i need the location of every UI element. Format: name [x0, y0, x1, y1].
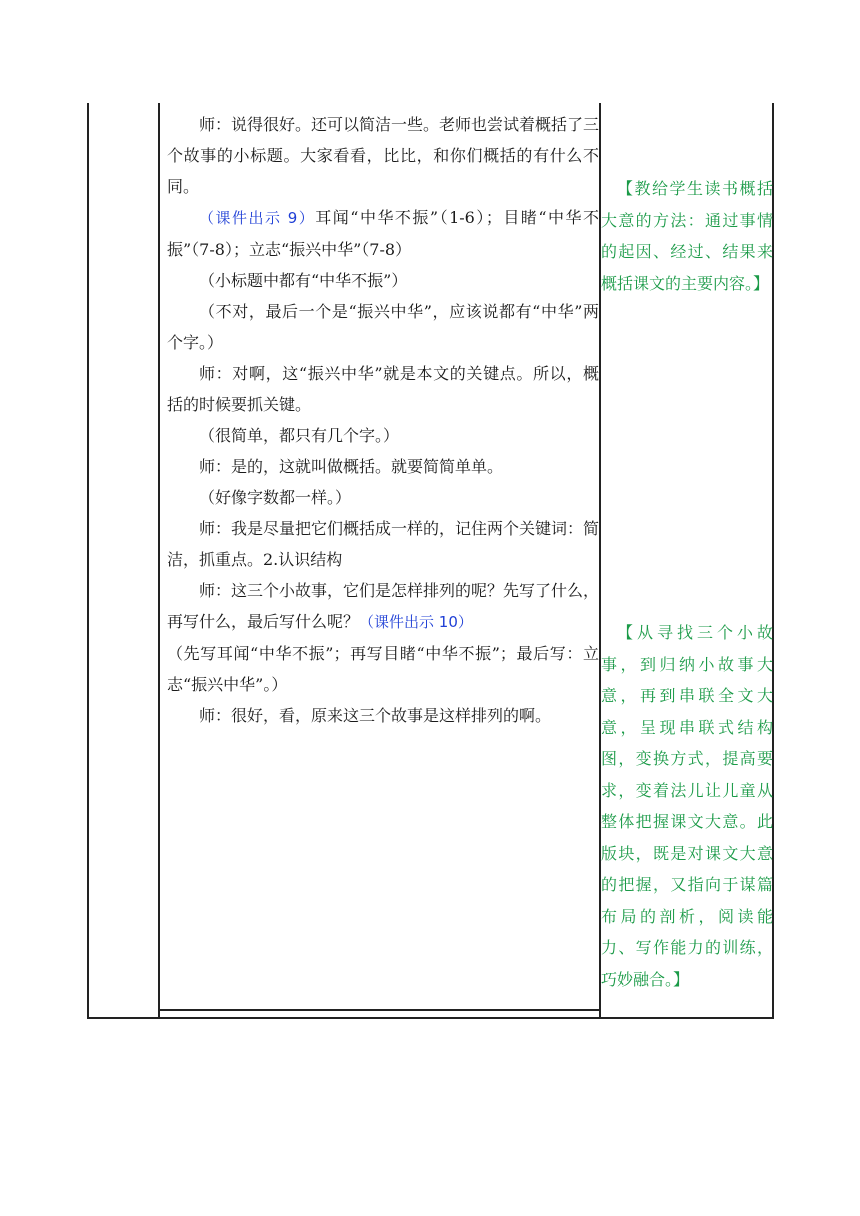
paragraph-2	[167, 202, 599, 265]
paragraph-9: 师：我是尽量把它们概括成一样的，记住两个关键词：简洁，抓重点。2.认识结构	[167, 519, 600, 569]
courseware-link-9[interactable]: （课件出示 9）	[199, 209, 316, 227]
design-note-1	[601, 173, 773, 299]
design-note-2	[601, 617, 773, 995]
lesson-table	[87, 103, 774, 1019]
design-note-1-text: 【教给学生读书概括大意的方法：通过事情的起因、经过、结果来概括课文的主要内容。】	[601, 179, 773, 293]
courseware-link-10[interactable]: （课件出示 10）	[359, 613, 473, 631]
paragraph-4: （不对，最后一个是“振兴中华”，应该说都有“中华”两个字。）	[167, 302, 599, 352]
paragraph-1: 师：说得很好。还可以简洁一些。老师也尝试着概括了三个故事的小标题。大家看看，比比，和你们概括的有什么不同。	[167, 115, 600, 196]
table-left-border	[87, 103, 89, 1019]
paragraph-8: （好像字数都一样。）	[199, 488, 352, 507]
design-note-2-text: 【从寻找三个小故事，到归纳小故事大意，再到串联全文大意，呈现串联式结构图，变换方式，提高要求，变着法儿让儿童从整体把握课文大意。此版块，既是对课文大意的把握，又指向于谋篇布局的剖析，阅读能力、写作能力的训练，巧妙融合。】	[601, 623, 773, 989]
paragraph-7: 师：是的，这就叫做概括。就要简简单单。	[199, 457, 504, 476]
paragraph-6: （很简单，都只有几个字。）	[199, 426, 400, 445]
paragraph-3: （小标题中都有“中华不振”）	[199, 271, 408, 290]
teaching-process-cell	[167, 103, 599, 1019]
paragraph-2-text: 耳闻“中华不振”（1-6）；目睹“中华不振”（7-8）；立志“振兴中华”（7-8）	[167, 208, 600, 259]
paragraph-12: 师：很好，看，原来这三个故事是这样排列的啊。	[199, 706, 552, 725]
paragraph-10-text: 师：这三个小故事，它们是怎样排列的呢？先写了什么，再写什么，最后写什么呢？	[167, 581, 600, 631]
column-divider-1	[158, 103, 160, 1019]
paragraph-11: （先写耳闻“中华不振”；再写目睹“中华不振”；最后写：立志“振兴中华”。）	[167, 644, 599, 694]
paragraph-10	[167, 575, 599, 638]
paragraph-5: 师：对啊，这“振兴中华”就是本文的关键点。所以，概括的时候要抓关键。	[167, 364, 599, 414]
